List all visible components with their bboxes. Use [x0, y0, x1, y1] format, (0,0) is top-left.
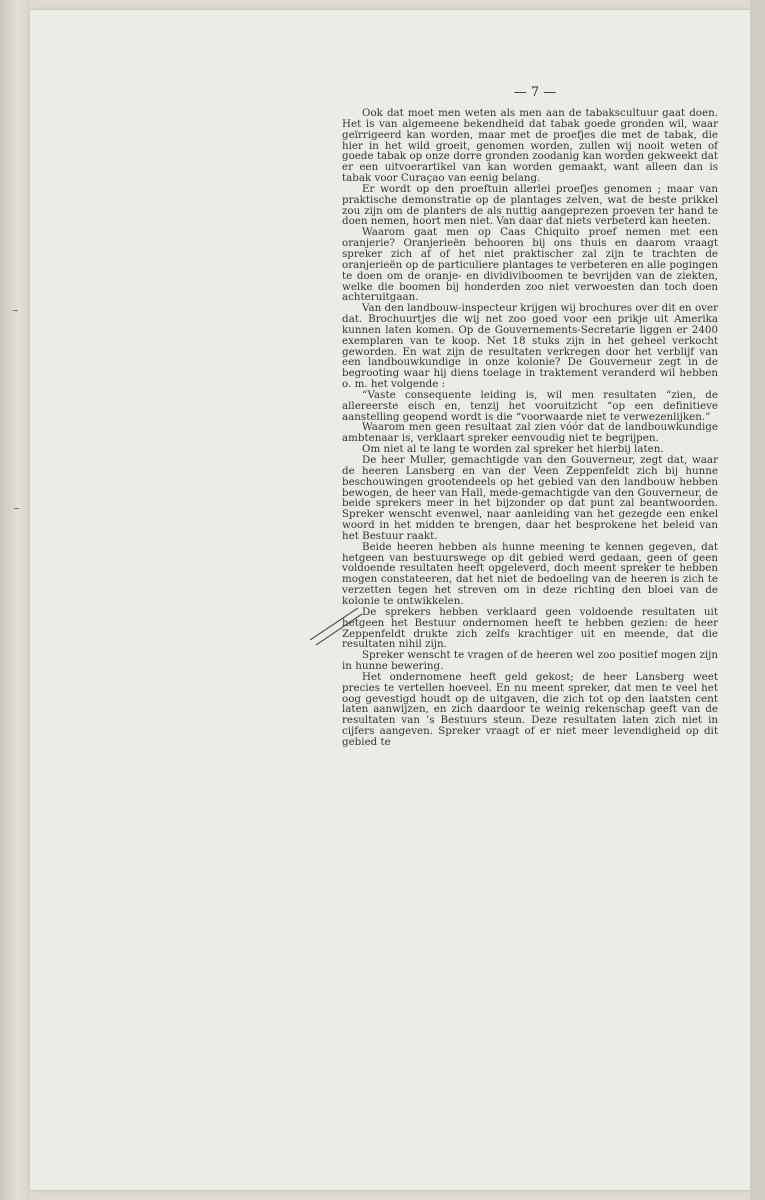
- quoted-paragraph: “Vaste consequente leiding is, wil men resultaten “zien, de allereerste eisch en, tenzij het vooruitzicht “op een definitieve aanstelling geopend wordt is die “voorwaarde niet te verwezenlijken.”: [342, 388, 718, 423]
- paragraph: Beide heeren hebben als hunne meening te kennen gegeven, dat hetgeen van bestuurswege op dit gebied werd gedaan, geen of geen voldoende resultaten heeft opgeleverd, doch meent spreker te hebben mogen constateeren, dat het niet de bedoeling van de heeren is zich te verzetten tegen het streven om in deze richting den bloei van de kolonie te ontwikkelen.: [342, 540, 718, 607]
- page-right-edge: [750, 0, 765, 1200]
- body-text: [342, 108, 718, 748]
- page-number: — 7 —: [513, 85, 557, 100]
- paragraph: De sprekers hebben verklaard geen voldoende resultaten uit hetgeen het Bestuur ondernomen heeft te hebben gezien: de heer Zeppenfeldt drukte zich zelfs krachtiger uit en meende, dat die resultaten nihil zijn.: [342, 605, 718, 651]
- page-binding-edge: [0, 0, 30, 1200]
- paragraph: Waarom men geen resultaat zal zien vóór dat de landbouwkundige ambtenaar is, verklaart spreker eenvoudig niet te begrijpen.: [342, 421, 718, 445]
- paragraph: De heer Muller, gemachtigde van den Gouverneur, zegt dat, waar de heeren Lansberg en van der Veen Zeppenfeldt zich bij hunne beschouwingen grootendeels op het gebied van den landbouw hebben bewogen, de heer van Hall, mede-gemachtigde van den Gouverneur, de beide sprekers meer in het bijzonder op dat punt zal beantwoorden. Spreker wenscht evenwel, naar aanleiding van het gezegde een enkel woord in het midden te brengen, daar het besprokene het beleid van het Bestuur raakt.: [342, 454, 718, 542]
- paragraph: Er wordt op den proeftuin allerlei proefjes genomen ; maar van praktische demonstratie op de plantages zelven, wat de beste prikkel zou zijn om de planters de als nuttig aangeprezen proeven ter hand te doen nemen, hoort men niet. Van daar dat niets verbeterd kan heeten.: [342, 182, 718, 228]
- margin-tick: [14, 508, 19, 509]
- margin-tick: [13, 310, 18, 311]
- paragraph: Ook dat moet men weten als men aan de tabakscultuur gaat doen. Het is van algemeene bekendheid dat tabak goede gronden wil, waar geïrrigeerd kan worden, maar met de proefjes die met de tabak, die hier in het wild groeit, genomen worden, zullen wij nooit weten of goede tabak op onze dorre gronden zoodanig kan worden gekweekt dat er een uitvoerartikel van kan worden gemaakt, want alleen dan is tabak voor Curaçao van eenig belang.: [342, 107, 718, 185]
- paragraph: Van den landbouw-inspecteur krijgen wij brochures over dit en over dat. Brochuurtjes die wij net zoo goed voor een prikje uit Amerika kunnen laten komen. Op de Gouvernements-Secretarie liggen er 2400 exemplaren van te koop. Net 18 stuks zijn in het geheel verkocht geworden. En wat zijn de resultaten verkregen door het verblijf van een landbouwkundige in onze kolonie? De Gouverneur zegt in de begrooting waar hij diens toelage in traktement veranderd wil hebben o. m. het volgende :: [342, 302, 718, 391]
- paragraph: Waarom gaat men op Caas Chiquito proef nemen met een oranjerie? Oranjerieën behooren bij ons thuis en daarom vraagt spreker zich af of het niet praktischer zal zijn te trachten de oranjerieën op de particuliere plantages te verbeteren en alle pogingen te doen om de oranje- en dividiviboomen te bevrijden van de ziekten, welke die boomen bij honderden zoo niet verwoesten dan toch doen achteruitgaan.: [342, 226, 718, 304]
- paragraph: Om niet al te lang te worden zal spreker het hierbij laten.: [362, 443, 664, 456]
- paragraph: Het ondernomene heeft geld gekost; de heer Lansberg weet precies te vertellen hoeveel. En nu meent spreker, dat men te veel het oog gevestigd houdt op de uitgaven, die zich tot op den laatsten cent laten aanwijzen, en zich daardoor te weinig rekenschap geeft van de resultaten van ’s Bestuurs steun. Deze resultaten laten zich niet in cijfers aangeven. Spreker vraagt of er niet meer levendigheid op dit gebied te: [342, 670, 718, 748]
- paragraph: Spreker wenscht te vragen of de heeren wel zoo positief mogen zijn in hunne bewering.: [342, 649, 718, 673]
